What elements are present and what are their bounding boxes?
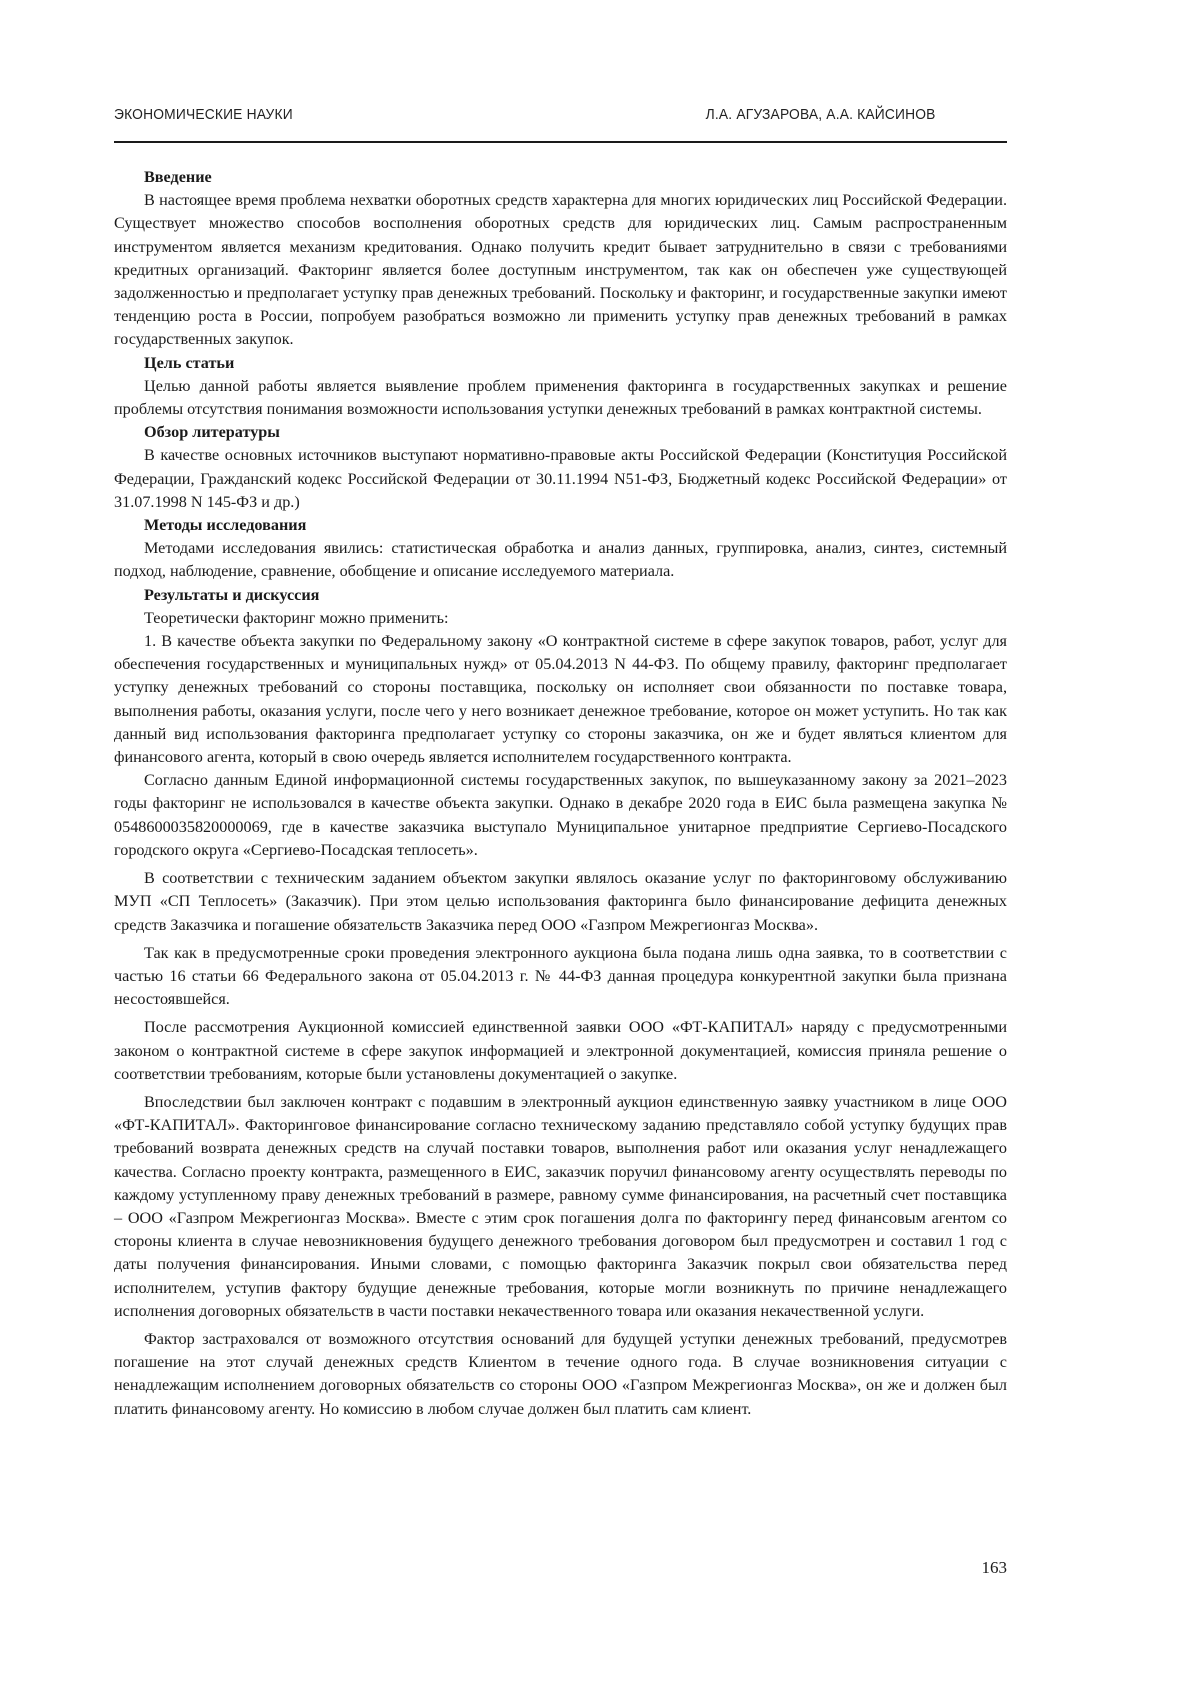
paragraph: Фактор застраховался от возможного отсутствия оснований для будущей уступки денежных требований, предусмотрев погашение на этот случай денежных средств Клиентом в течение одного года. В случае возникновения ситуации с ненадлежащим исполнением договорных обязательств со стороны ООО «Газпром Межрегионгаз Москва», он же и должен был платить финансовому агенту. Но комиссию в любом случае должен был платить сам клиент. bbox=[114, 1329, 1007, 1418]
paragraph: Методами исследования явились: статистическая обработка и анализ данных, группировка, анализ, синтез, системный подход, наблюдение, сравнение, обобщение и описание исследуемого материала. bbox=[114, 539, 1007, 581]
section-heading-goal: Цель статьи bbox=[144, 353, 235, 372]
article-authors: Л.А. АГУЗАРОВА, А.А. КАЙСИНОВ bbox=[705, 106, 936, 123]
header-divider bbox=[114, 141, 1007, 143]
paragraph: Впоследствии был заключен контракт с подавшим в электронный аукцион единственную заявку участником в лице ООО «ФТ-КАПИТАЛ». Факторинговое финансирование согласно техническому заданию представляло собой уступку будущих прав требований возврата денежных средств на случай поставки товаров, выполнения работ или оказания услуг ненадлежащего качества. Согласно проекту контракта, размещенного в ЕИС, заказчик поручил финансовому агенту осуществлять переводы по каждому уступленному праву денежных требований в размере, равному сумме финансирования, на расчетный счет поставщика – ООО «Газпром Межрегионгаз Москва». Вместе с этим срок погашения долга по факторингу перед финансовым агентом со стороны клиента в случае невозникновения будущего денежного требования договором был предусмотрен и составил 1 год с даты получения финансирования. Иными словами, с помощью факторинга Заказчик покрыл свои обязательства перед исполнителем, уступив фактору будущие денежные требования, которые могли возникнуть по причине ненадлежащего исполнения договорных обязательств в части поставки некачественного товара или оказания некачественной услуги. bbox=[114, 1092, 1007, 1320]
section-heading-methods: Методы исследования bbox=[144, 516, 307, 535]
paragraph: Целью данной работы является выявление проблем применения факторинга в государственных закупках и решение проблемы отсутствия понимания возможности использования уступки денежных требований в рамках контрактной системы. bbox=[114, 376, 1007, 419]
paragraph: Так как в предусмотренные сроки проведения электронного аукциона была подана лишь одна заявка, то в соответствии с частью 16 статьи 66 Федерального закона от 05.04.2013 г. № 44-ФЗ данная процедура конкурентной закупки была признана несостоявшейся. bbox=[114, 943, 1007, 1009]
section-heading-literature: Обзор литературы bbox=[144, 423, 280, 442]
article-body bbox=[114, 166, 1007, 1421]
journal-section-title: ЭКОНОМИЧЕСКИЕ НАУКИ bbox=[114, 106, 293, 123]
paragraph: После рассмотрения Аукционной комиссией единственной заявки ООО «ФТ-КАПИТАЛ» наряду с предусмотренными законом о контрактной системе в сфере закупок информацией и электронной документацией, комиссия приняла решение о соответствии требованиям, которые были установлены документацией о закупке. bbox=[114, 1018, 1007, 1083]
paragraph: 1. В качестве объекта закупки по Федеральному закону «О контрактной системе в сфере закупок товаров, работ, услуг для обеспечения государственных и муниципальных нужд» от 05.04.2013 N 44-ФЗ. По общему правилу, факторинг предполагает уступку денежных требований со стороны поставщика, поскольку он исполняет свои обязанности по поставке товара, выполнения работы, оказания услуги, после чего у него возникает денежное требование, которое он может уступить. Но так как данный вид использования факторинга предполагает уступку со стороны заказчика, он же и будет являться клиентом для финансового агента, который в свою очередь является исполнителем государственного контракта. bbox=[114, 632, 1007, 767]
page-number: 163 bbox=[981, 1558, 1007, 1577]
section-heading-introduction: Введение bbox=[144, 168, 212, 186]
paragraph: Согласно данным Единой информационной системы государственных закупок, по вышеуказанному закону за 2021–2023 годы факторинг не использовался в качестве объекта закупки. Однако в декабре 2020 года в ЕИС была размещена закупка № 0548600035820000069, где в качестве заказчика выступало Муниципальное унитарное предприятие Сергиево-Посадского городского округа «Сергиево-Посадская теплосеть». bbox=[114, 771, 1007, 859]
paragraph: В настоящее время проблема нехватки оборотных средств характерна для многих юридических лиц Российской Федерации. Существует множество способов восполнения оборотных средств для юридических лиц. Самым распространенным инструментом является механизм кредитования. Однако получить кредит бывает затруднительно в связи с требованиями кредитных организаций. Факторинг является более доступным инструментом, так как он обеспечен уже существующей задолженностью и предполагает уступку прав денежных требований. Поскольку и факторинг, и государственные закупки имеют тенденцию роста в России, попробуем разобраться возможно ли применить уступку прав денежных требований в рамках государственных закупок. bbox=[114, 191, 1007, 349]
section-heading-results: Результаты и дискуссия bbox=[144, 585, 320, 604]
running-header bbox=[114, 106, 936, 123]
paragraph: В качестве основных источников выступают нормативно-правовые акты Российской Федерации (Конституция Российской Федерации, Гражданский кодекс Российской Федерации от 30.11.1994 N51-ФЗ, Бюджетный кодекс Российской Федерации» от 31.07.1998 N 145-ФЗ и др.) bbox=[114, 446, 1007, 511]
paragraph: Теоретически факторинг можно применить: bbox=[144, 608, 449, 627]
paragraph: В соответствии с техническим заданием объектом закупки являлось оказание услуг по факторинговому обслуживанию МУП «СП Теплосеть» (Заказчик). При этом целью использования факторинга было финансирование дефицита денежных средств Заказчика и погашение обязательств Заказчика перед ООО «Газпром Межрегионгаз Москва». bbox=[114, 869, 1007, 934]
